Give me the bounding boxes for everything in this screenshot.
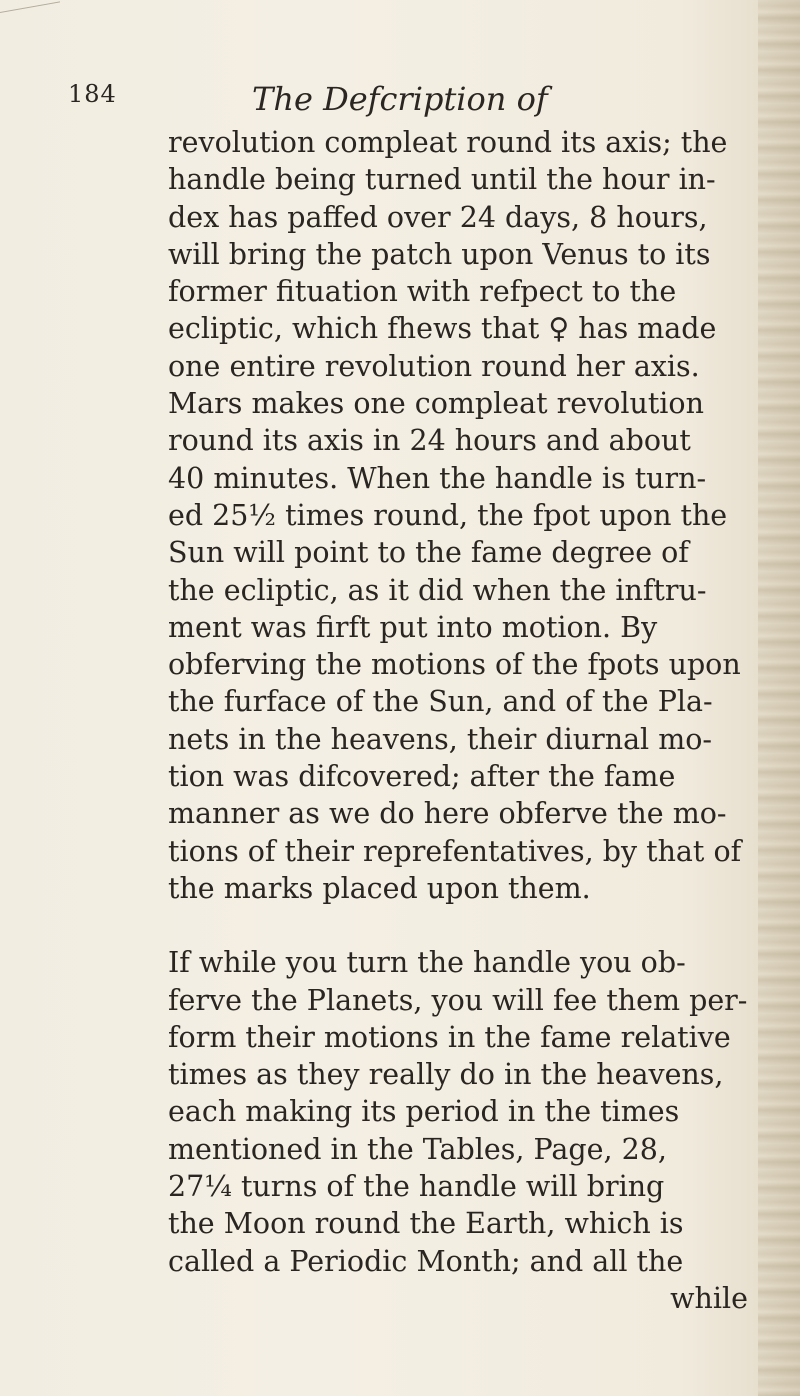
text-line: the Moon round the Earth, which is	[168, 1207, 684, 1241]
text-line: manner as we do here obferve the mo-	[168, 797, 727, 831]
paragraph-2	[168, 944, 748, 1280]
text-line: the marks placed upon them.	[168, 871, 591, 905]
text-line: round its axis in 24 hours and about	[168, 424, 691, 458]
text-line: dex has paffed over 24 days, 8 hours,	[168, 200, 708, 234]
text-line: called a Periodic Month; and all the	[168, 1244, 684, 1278]
text-line: tion was difcovered; after the fame	[168, 760, 676, 794]
text-line: 40 minutes. When the handle is turn-	[168, 461, 707, 495]
text-line: 27¼ turns of the handle will bring	[168, 1170, 665, 1204]
corner-fold-line	[0, 0, 60, 13]
text-line: times as they really do in the heavens,	[168, 1058, 724, 1092]
text-line: ed 25½ times round, the fpot upon the	[168, 498, 728, 532]
text-line: mentioned in the Tables, Page, 28,	[168, 1132, 667, 1166]
text-line: handle being turned until the hour in-	[168, 163, 716, 197]
text-line: ferve the Planets, you will fee them per-	[168, 983, 748, 1017]
text-line: form their motions in the fame relative	[168, 1020, 731, 1054]
text-line: nets in the heavens, their diurnal mo-	[168, 722, 713, 756]
text-line: obferving the motions of the fpots upon	[168, 648, 741, 682]
text-line: the furface of the Sun, and of the Pla-	[168, 685, 713, 719]
catchword: while	[670, 1281, 748, 1315]
paragraph-gap	[168, 907, 748, 944]
text-line: revolution compleat round its axis; the	[168, 126, 728, 159]
text-line: tions of their reprefentatives, by that of	[168, 834, 742, 868]
text-line: ecliptic, which fhews that ♀ has made	[168, 312, 717, 346]
page-edge-shadow	[758, 0, 800, 1396]
page-number: 184	[68, 80, 117, 108]
page-header	[68, 80, 768, 130]
body-text	[168, 124, 748, 1317]
text-line: each making its period in the times	[168, 1095, 680, 1129]
paragraph-1	[168, 124, 748, 907]
text-line: will bring the patch upon Venus to its	[168, 237, 711, 271]
text-line: former fituation with refpect to the	[168, 275, 677, 309]
running-title: The Defcription of	[252, 80, 548, 118]
text-line: ment was firft put into motion. By	[168, 610, 658, 644]
text-line: If while you turn the handle you ob-	[168, 946, 686, 980]
text-line: Sun will point to the fame degree of	[168, 536, 689, 570]
text-line: one entire revolution round her axis.	[168, 349, 700, 383]
text-line: Mars makes one compleat revolution	[168, 387, 704, 421]
text-line: the ecliptic, as it did when the inftru-	[168, 573, 707, 607]
